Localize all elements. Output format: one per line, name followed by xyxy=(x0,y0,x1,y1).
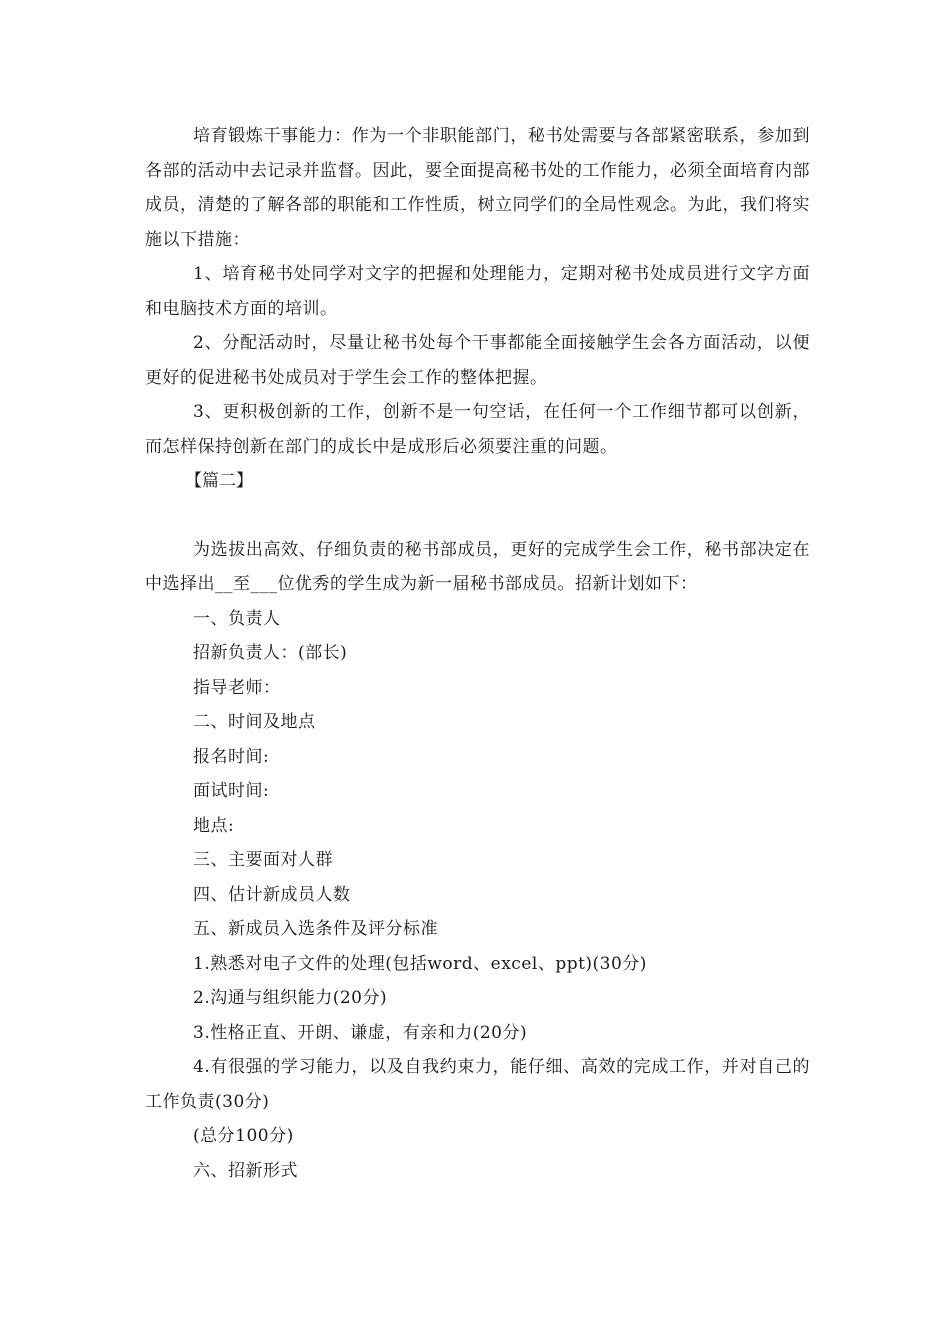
line-interview-time: 面试时间: xyxy=(193,781,270,801)
line-responsible: 一、负责人 xyxy=(193,608,281,629)
measure-3: 3、更积极创新的工作，创新不是一句空话，在任何一个工作细节都可以创新，而怎样保持创新在部门的成长中是成形后必须要注重的问题。 xyxy=(145,402,810,457)
criterion-4: 4.有很强的学习能力，以及自我约束力，能仔细、高效的完成工作，并对自己的工作负责(30分) xyxy=(145,1057,810,1112)
part2-intro-paragraph: 为选拔出高效、仔细负责的秘书部成员，更好的完成学生会工作，秘书部决定在中选择出__至___位优秀的学生成为新一届秘书部成员。招新计划如下： xyxy=(145,539,810,594)
section-spacer xyxy=(145,499,810,533)
part1-intro-paragraph: 培育锻炼干事能力：作为一个非职能部门，秘书处需要与各部紧密联系，参加到各部的活动中去记录并监督。因此，要全面提高秘书处的工作能力，必须全面培育内部成员，清楚的了解各部的职能和工作性质，树立同学们的全局性观念。为此，我们将实施以下措施： xyxy=(145,126,810,250)
measure-1: 1、培育秘书处同学对文字的把握和处理能力，定期对秘书处成员进行文字方面和电脑技术方面的培训。 xyxy=(145,264,810,319)
line-criteria: 五、新成员入选条件及评分标准 xyxy=(193,919,438,939)
line-place: 地点: xyxy=(193,815,235,836)
section-heading-part2: 【篇二】 xyxy=(185,471,253,491)
criterion-3: 3.性格正直、开朗、谦虚，有亲和力(20分) xyxy=(193,1022,528,1043)
line-advisor: 指导老师： xyxy=(193,677,281,698)
document-body xyxy=(145,119,810,1188)
criterion-2: 2.沟通与组织能力(20分) xyxy=(193,988,388,1008)
line-recruit-leader: 招新负责人：(部长) xyxy=(193,643,348,663)
line-estimated-count: 四、估计新成员人数 xyxy=(193,884,351,905)
line-target-group: 三、主要面对人群 xyxy=(193,850,333,870)
line-signup-time: 报名时间: xyxy=(193,746,270,767)
criterion-1: 1.熟悉对电子文件的处理(包括word、excel、ppt)(30分) xyxy=(193,953,647,974)
line-recruit-form: 六、招新形式 xyxy=(193,1160,298,1181)
line-time-place: 二、时间及地点 xyxy=(193,712,316,732)
total-score: (总分100分) xyxy=(193,1126,294,1146)
measure-2: 2、分配活动时，尽量让秘书处每个干事都能全面接触学生会各方面活动，以便更好的促进秘书处成员对于学生会工作的整体把握。 xyxy=(145,333,810,388)
